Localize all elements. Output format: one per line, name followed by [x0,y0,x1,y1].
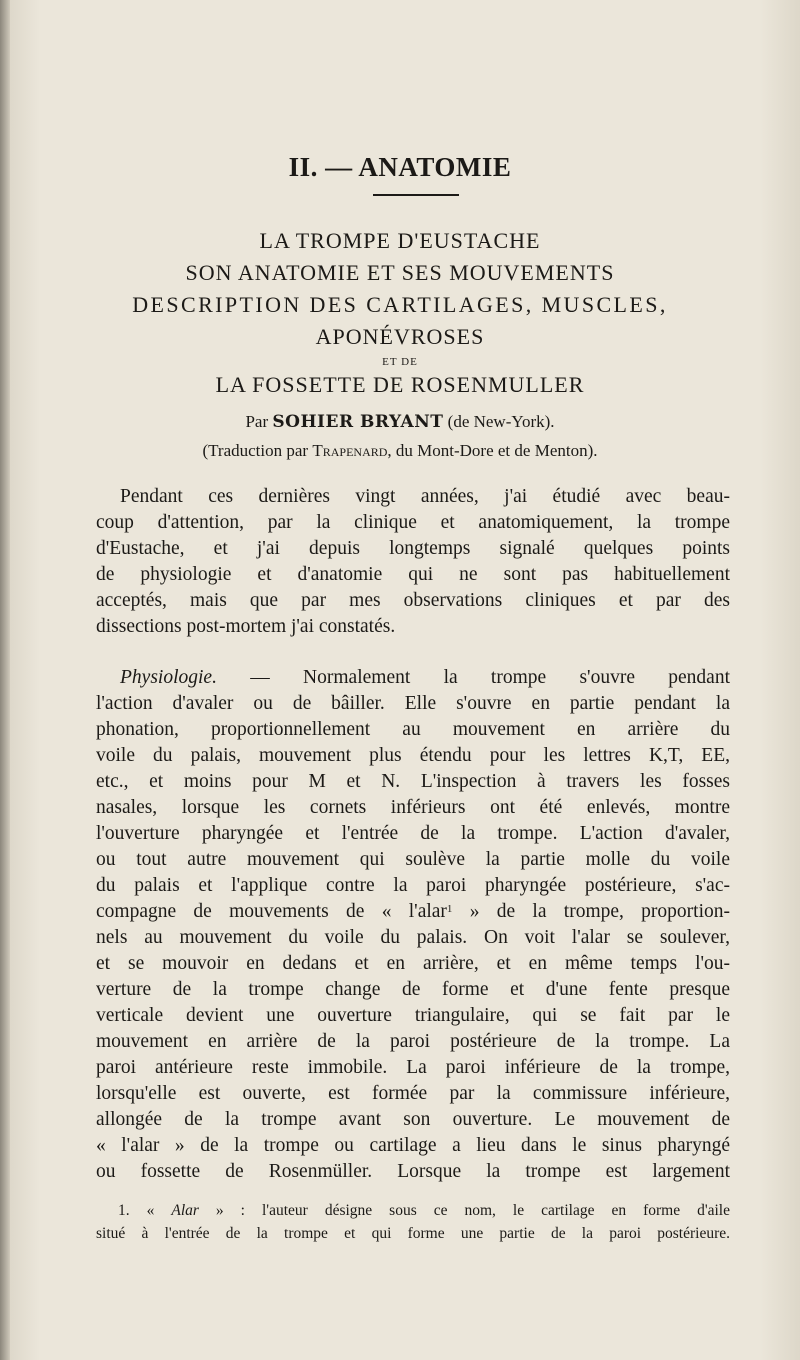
body-line-with-note [96,900,730,924]
body-line: l'ouverture pharyngée et l'entrée de la trompe. L'action d'avaler, [96,823,730,844]
article-title-line-5: LA FOSSETTE DE ROSENMULLER [215,372,585,397]
footnote-line-1 [118,1201,730,1221]
body-line: etc., et moins pour M et N. L'inspection à travers les fosses [96,771,730,792]
body-line-lead [120,666,730,690]
footnote-number: 1. [118,1202,130,1219]
body-line: l'action d'avaler ou de bâiller. Elle s'ouvre en partie pendant la [96,693,730,714]
footnote-marker[interactable]: 1 [446,903,453,915]
body-line: du palais et l'applique contre la paroi pharyngée postérieure, s'ac- [96,875,730,896]
body-line: allongée de la trompe avant son ouverture. Le mouvement de [96,1109,730,1130]
body-line: ou tout autre mouvement qui soulève la partie molle du voile [96,849,730,870]
body-line: et se mouvoir en dedans et en arrière, et en même temps l'ou- [96,953,730,974]
body-line: verture de la trompe change de forme et d'une fente presque [96,979,730,1000]
body-line: nels au mouvement du voile du palais. On voit l'alar se soulever, [96,927,730,948]
translation-prefix: (Traduction par [202,441,309,460]
author-byline [0,412,800,432]
body-line: d'Eustache, et j'ai depuis longtemps signalé quelques points [96,538,730,559]
body-line: coup d'attention, par la clinique et anatomiquement, la trompe [96,512,730,533]
body-line: Pendant ces dernières vingt années, j'ai étudié avec beau- [120,486,730,507]
body-line: nasales, lorsque les cornets inférieurs ont été enlevés, montre [96,797,730,818]
byline-prefix: Par [245,412,269,431]
page-edge [0,0,10,1360]
article-title-line-1: LA TROMPE D'EUSTACHE [259,228,541,253]
article-title-conjunction: ET DE [382,356,418,368]
article-title-line-2: SON ANATOMIE ET SES MOUVEMENTS [185,260,615,285]
translator-name: Trapenard [312,441,388,460]
body-line: lorsqu'elle est ouverte, est formée par la commissure inférieure, [96,1083,730,1104]
body-line: « l'alar » de la trompe ou cartilage a lieu dans le sinus pharyngé [96,1135,730,1156]
body-line: dissections post-mortem j'ai constatés. [96,616,396,637]
author-name: SOHIER BRYANT [272,412,444,432]
body-line: paroi antérieure reste immobile. La paroi inférieure de la trompe, [96,1057,730,1078]
translation-suffix: , du Mont-Dore et de Menton). [387,441,598,460]
note-line-before: compagne de mouvements de « l'alar [96,901,447,922]
body-line: acceptés, mais que par mes observations cliniques et par des [96,590,730,611]
body-line: de physiologie et d'anatomie qui ne sont pas habituellement [96,564,730,585]
author-origin: (de New-York). [447,412,555,431]
article-title-line-3: DESCRIPTION DES CARTILAGES, MUSCLES, [132,292,668,317]
translation-credit [0,441,800,461]
body-line: ou fossette de Rosenmüller. Lorsque la trompe est largement [96,1161,730,1182]
footnote-line-2: situé à l'entrée de la trompe et qui forme une partie de la paroi postérieure. [96,1225,730,1242]
body-line: phonation, proportionnellement au mouvement en arrière du [96,719,730,740]
body-line: mouvement en arrière de la paroi postérieure de la trompe. La [96,1031,730,1052]
body-line: verticale devient une ouverture triangulaire, qui se fait par le [96,1005,730,1026]
article-title-line-4: APONÉVROSES [315,324,485,349]
heading-underline [373,194,459,196]
paragraph-lead-italic: Physiologie. [120,667,217,688]
body-line: voile du palais, mouvement plus étendu pour les lettres K,T, EE, [96,745,730,766]
section-heading: II. — ANATOMIE [288,152,512,182]
footnote-open-quote: « [129,1202,172,1219]
footnote-rest: » : l'auteur désigne sous ce nom, le cartilage en forme d'aile [198,1202,730,1219]
paragraph-lead-rest: — Normalement la trompe s'ouvre pendant [216,667,730,688]
footnote-term: Alar [171,1202,199,1219]
note-line-after: » de la trompe, proportion- [452,901,730,922]
